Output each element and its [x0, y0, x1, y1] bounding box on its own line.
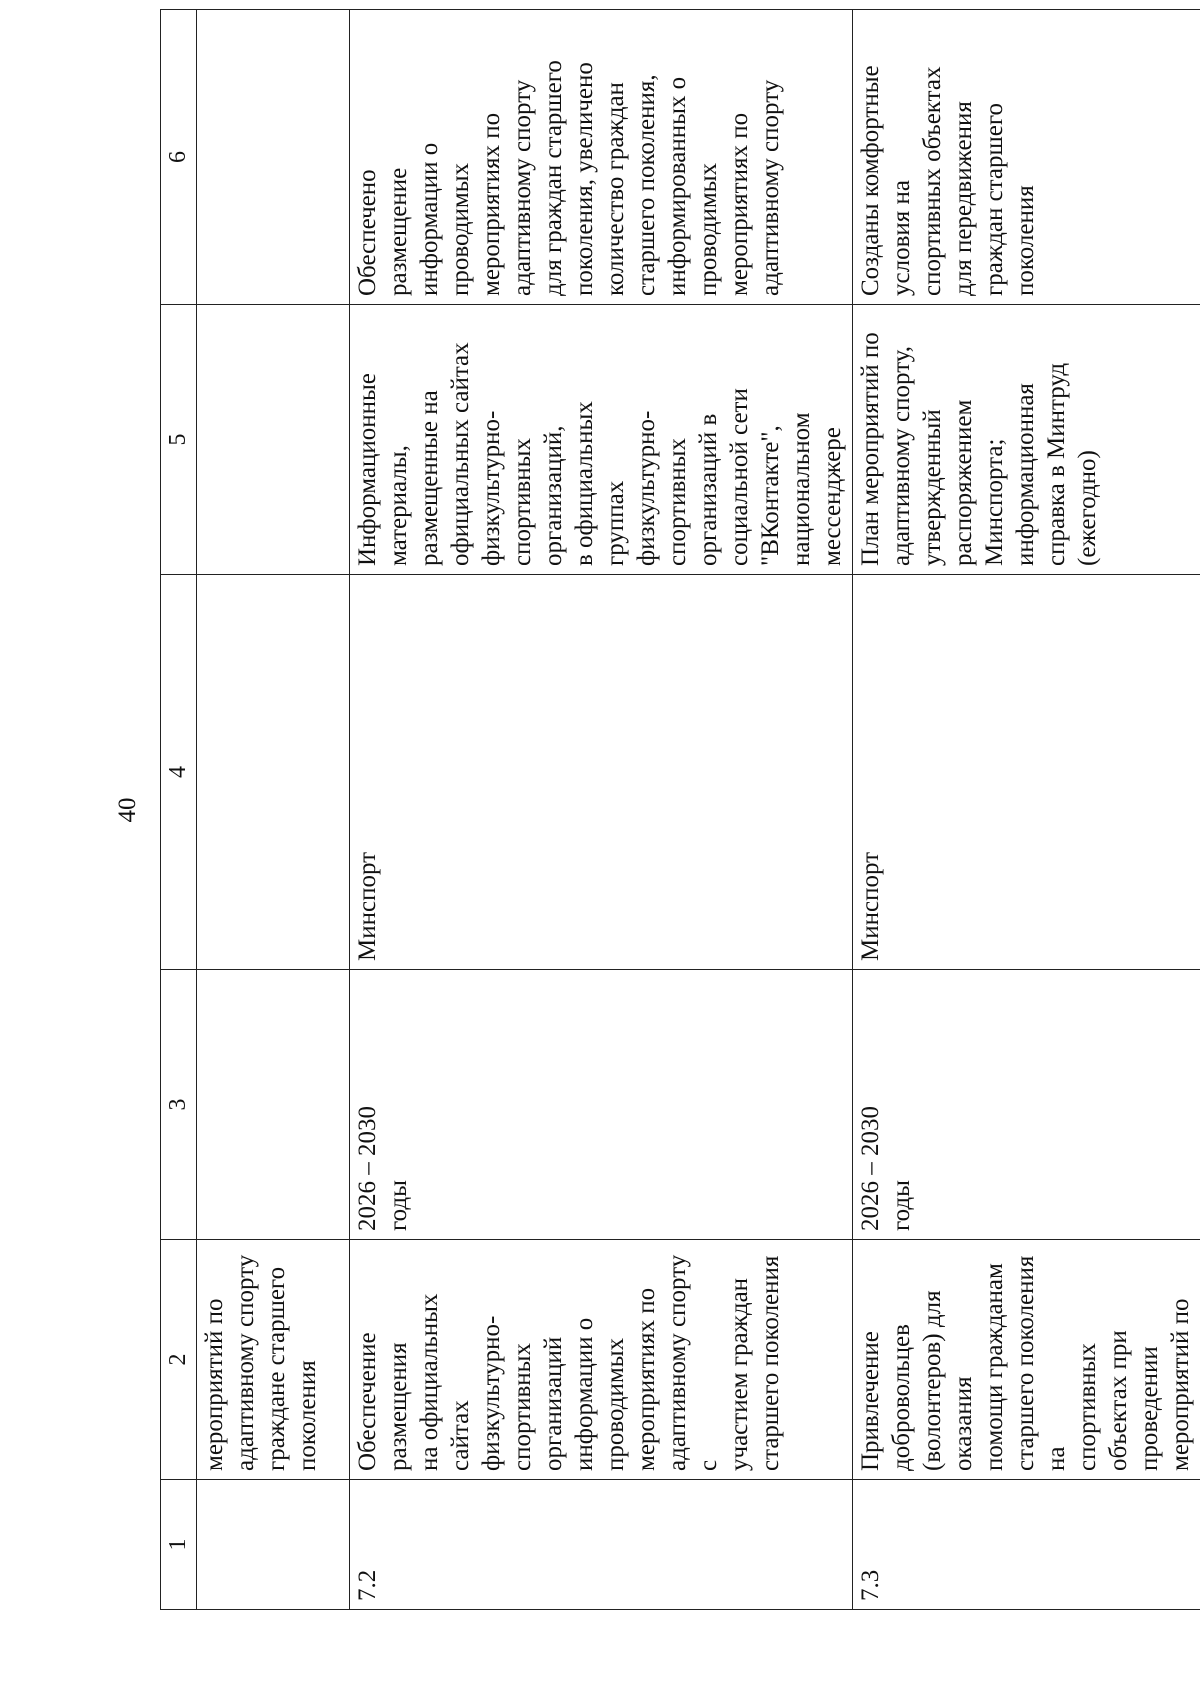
table-cell: Привлечение добровольцев (волонтеров) для оказания помощи гражданам старшего поколения на спортивных объектах при проведении мероприятий по — [853, 1240, 1200, 1480]
table-cell: Созданы комфортные условия на спортивных объектах для передвижения граждан старшего поколения — [853, 10, 1200, 305]
column-number-header: 2 — [161, 1240, 197, 1480]
table-cell — [197, 10, 350, 305]
table-cell: Обеспечено размещение информации о проводимых мероприятиях по адаптивному спорту для граждан старшего поколения, увеличено количество граждан старшего поколения, информированных о проводимых мероприятиях по адаптивному спорту — [350, 10, 853, 305]
table-cell: мероприятий по адаптивному спорту граждане старшего поколения — [197, 1240, 350, 1480]
table-header-row — [161, 10, 197, 1610]
table-cell: 2026 – 2030 годы — [853, 970, 1200, 1240]
table-cell: Обеспечение размещения на официальных сайтах физкультурно- спортивных организаций информации о проводимых мероприятиях по адаптивному спорту с участием граждан старшего поколения — [350, 1240, 853, 1480]
column-number-header: 6 — [161, 10, 197, 305]
table-cell — [197, 970, 350, 1240]
table-cell: 7.2 — [350, 1480, 853, 1610]
table-cell: Минспорт — [853, 575, 1200, 970]
table-row — [197, 10, 350, 1610]
table-cell: 7.3 — [853, 1480, 1200, 1610]
table-row — [853, 10, 1200, 1610]
table-cell — [197, 575, 350, 970]
table-cell: Информационные материалы, размещенные на официальных сайтах физкультурно- спортивных организаций, в официальных группах физкультурно- спортивных организаций в социальной сети "ВКонтакте", национальном мессенджере — [350, 305, 853, 575]
column-number-header: 5 — [161, 305, 197, 575]
column-number-header: 4 — [161, 575, 197, 970]
table-row — [350, 10, 853, 1610]
measures-table — [160, 9, 1200, 1610]
column-number-header: 1 — [161, 1480, 197, 1610]
table-cell: План мероприятий по адаптивному спорту, утвержденный распоряжением Минспорта; информационная справка в Минтруд (ежегодно) — [853, 305, 1200, 575]
page-number: 40 — [114, 797, 141, 823]
table-cell — [197, 1480, 350, 1610]
table-cell: 2026 – 2030 годы — [350, 970, 853, 1240]
table-cell — [197, 305, 350, 575]
column-number-header: 3 — [161, 970, 197, 1240]
table-cell: Минспорт — [350, 575, 853, 970]
document-page — [112, 10, 1200, 1610]
